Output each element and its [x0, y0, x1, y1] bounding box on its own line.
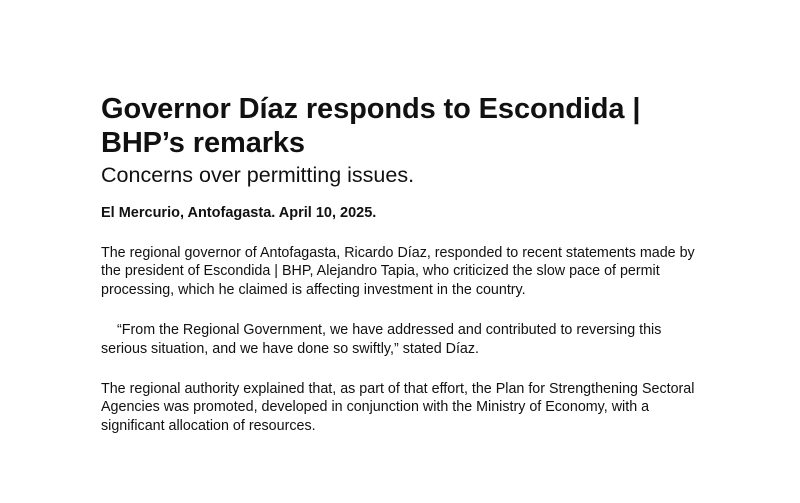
article-dateline: El Mercurio, Antofagasta. April 10, 2025. — [101, 205, 377, 221]
article-paragraph: The regional governor of Antofagasta, Ricardo Díaz, responded to recent statements made by the president of Escondida | BHP, Alejandro Tapia, who criticized the slow pace of permit processing, which he claimed is affecting investment in the country. — [101, 245, 695, 298]
article-paragraph-quote: “From the Regional Government, we have addressed and contributed to reversing this serious situation, and we have done so swiftly,” stated Díaz. — [101, 322, 662, 357]
article-paragraph: The regional authority explained that, as part of that effort, the Plan for Strengthening Sectoral Agencies was promoted, developed in conjunction with the Ministry of Economy, with a significant allocation of resources. — [101, 381, 695, 434]
article-subheadline: Concerns over permitting issues. — [101, 163, 415, 187]
article-headline: Governor Díaz responds to Escondida | BHP’s remarks — [101, 93, 641, 159]
article — [101, 92, 701, 435]
